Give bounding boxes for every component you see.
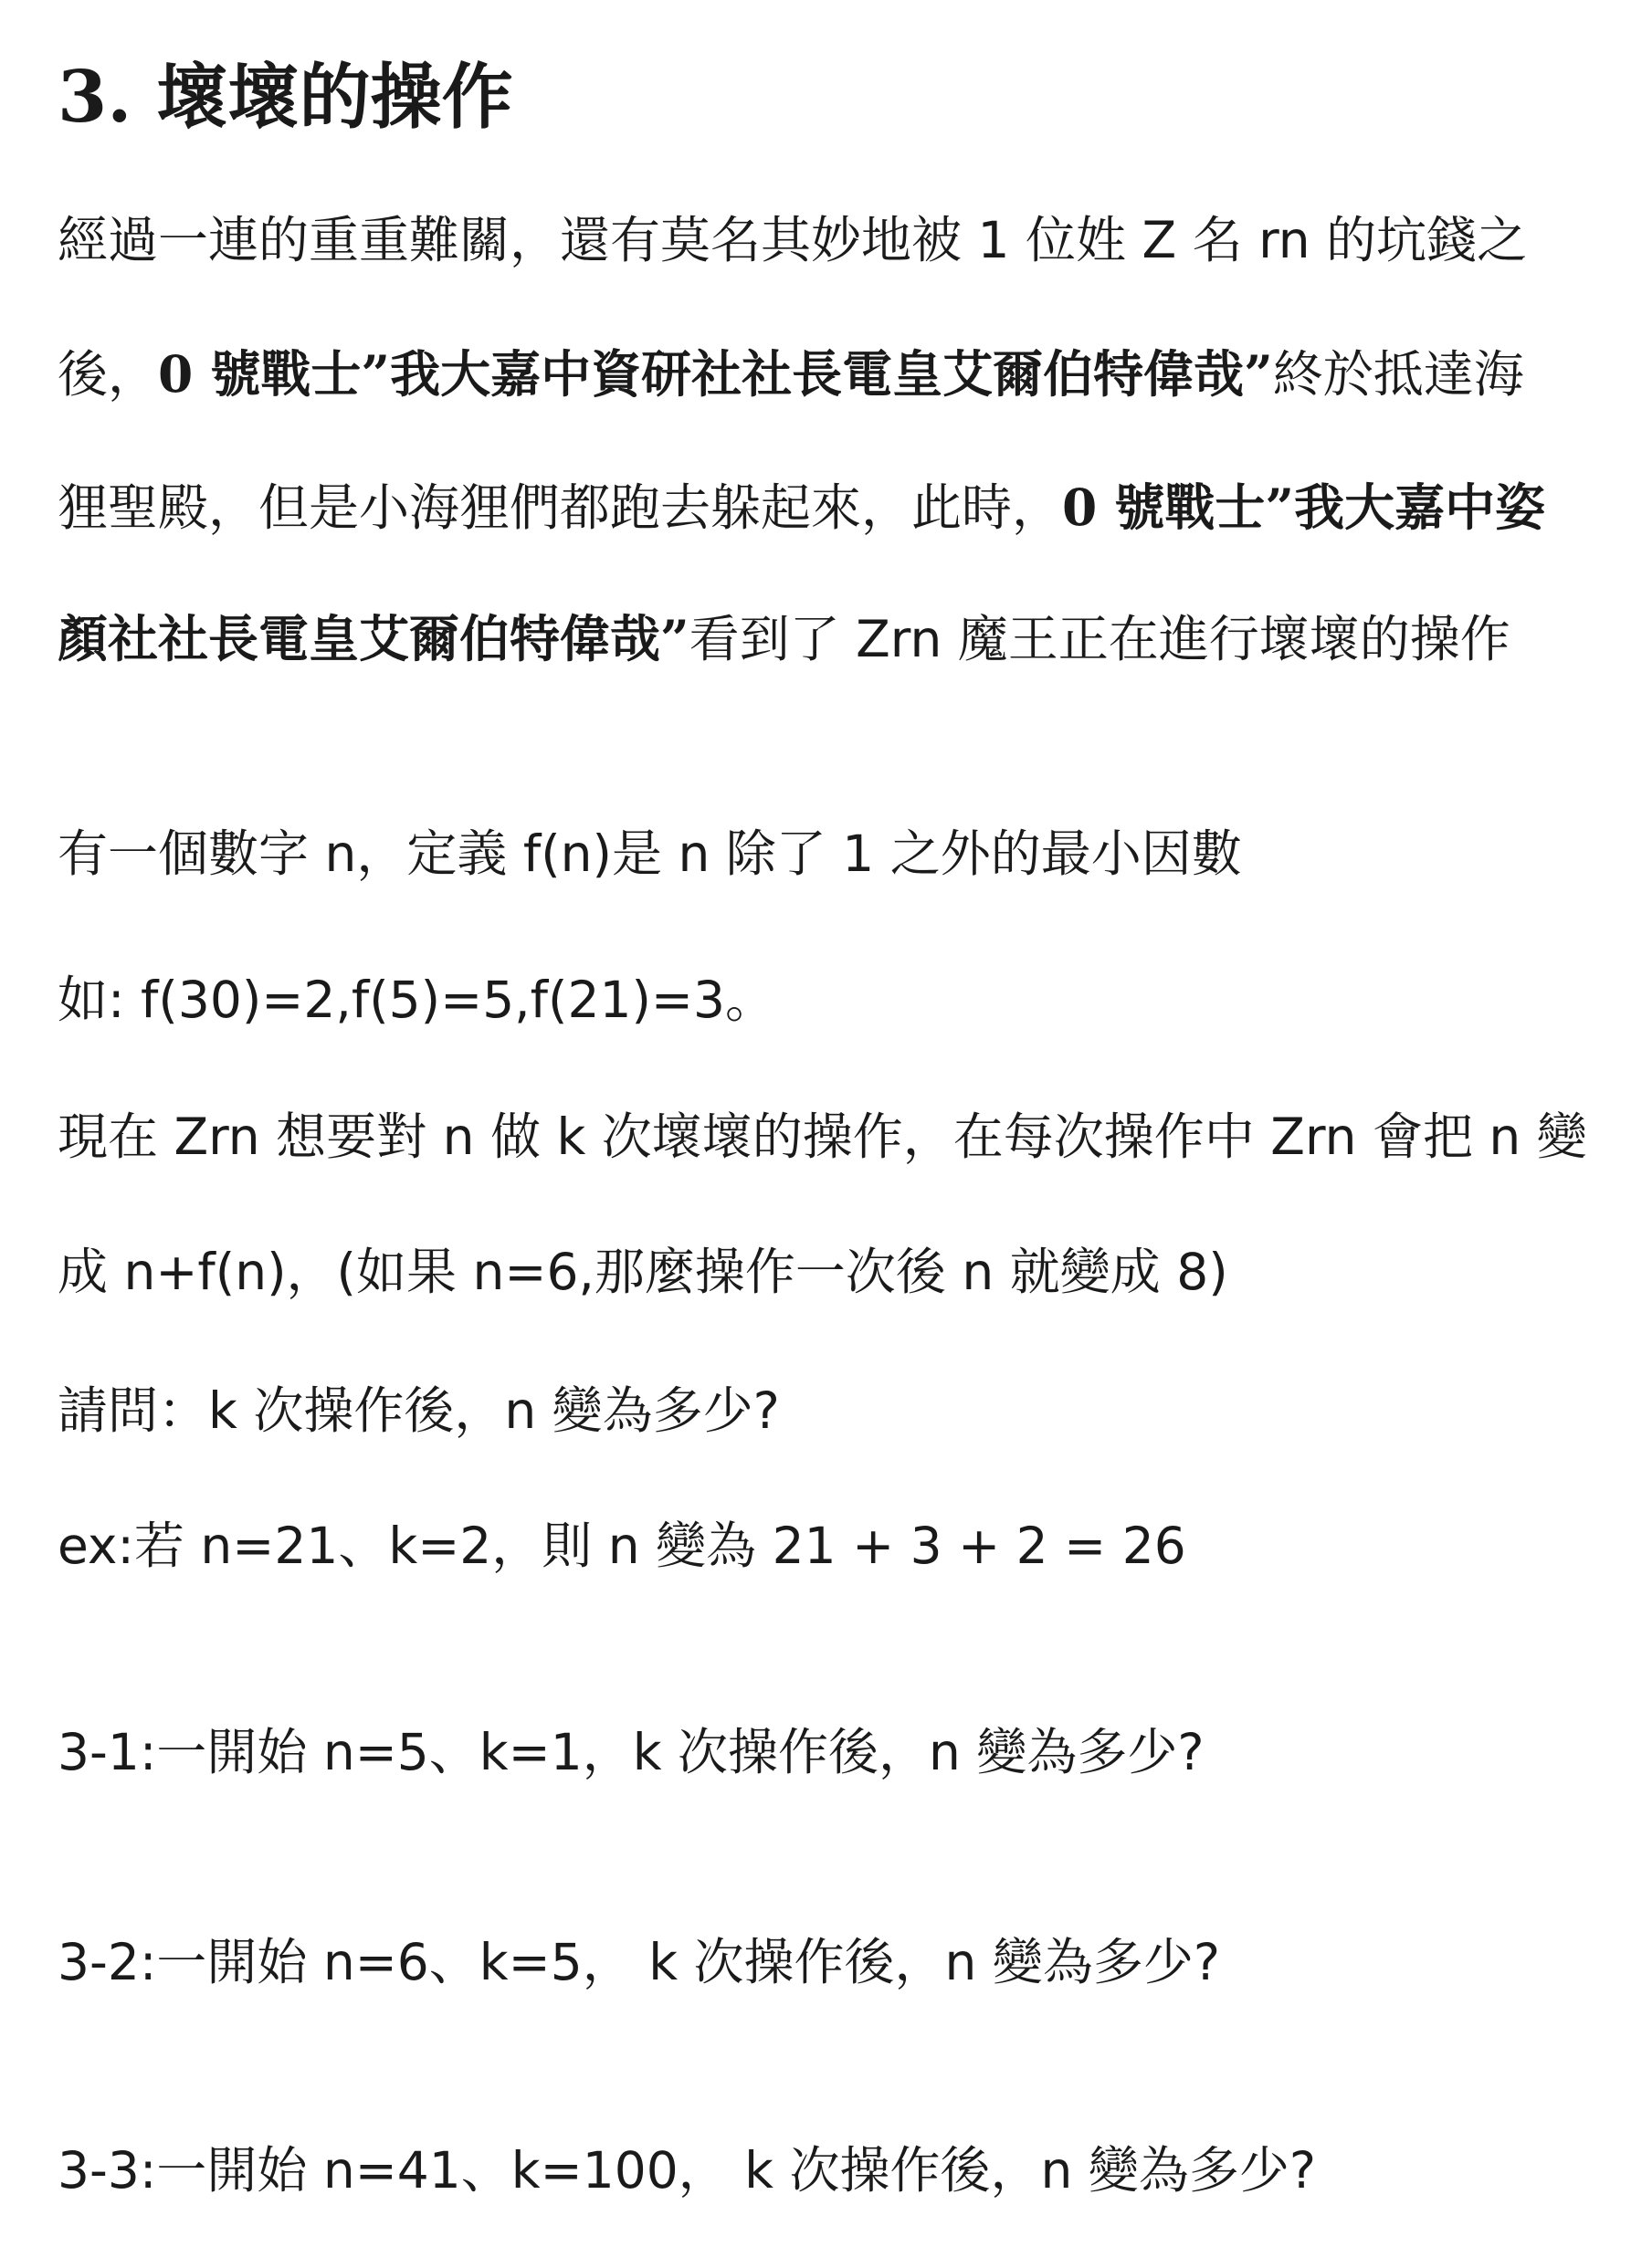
- question-line: 請問：k 次操作後，n 變為多少?: [58, 1381, 780, 1440]
- question-3-1: 3-1:一開始 n=5、k=1，k 次操作後，n 變為多少?: [58, 1723, 1205, 1781]
- story-line-3-pre: 狸聖殿，但是小海狸們都跑去躲起來，此時，: [58, 478, 1063, 537]
- story-line-2-pre: 後，: [58, 345, 159, 404]
- story-line-4: [58, 609, 1510, 668]
- operation-line-2: 成 n+f(n)，(如果 n=6,那麼操作一次後 n 就變成 8): [58, 1243, 1228, 1301]
- story-line-3: [58, 478, 1546, 537]
- definition-line: 有一個數字 n，定義 f(n)是 n 除了 1 之外的最小因數: [58, 824, 1242, 883]
- example-line: 如: f(30)=2,f(5)=5,f(21)=3。: [58, 971, 776, 1029]
- question-3-3: 3-3:一開始 n=41、k=100， k 次操作後，n 變為多少?: [58, 2141, 1317, 2200]
- warrior-name-1: 0 號戰士”我大嘉中資研社社長電皇艾爾伯特偉哉”: [158, 344, 1273, 404]
- warrior-name-2-start: 0 號戰士”我大嘉中姿: [1062, 478, 1546, 537]
- story-line-2: [58, 344, 1524, 404]
- story-line-4-post: 看到了 Zrn 魔王正在進行壞壞的操作: [689, 610, 1510, 668]
- worked-example-line: ex:若 n=21、k=2，則 n 變為 21 + 3 + 2 = 26: [58, 1517, 1186, 1575]
- warrior-name-2-end: 顏社社長電皇艾爾伯特偉哉”: [58, 609, 689, 668]
- page-title: 3. 壞壞的操作: [58, 56, 513, 139]
- question-3-2: 3-2:一開始 n=6、k=5， k 次操作後，n 變為多少?: [58, 1933, 1221, 1991]
- operation-line-1: 現在 Zrn 想要對 n 做 k 次壞壞的操作，在每次操作中 Zrn 會把 n 變: [58, 1108, 1587, 1166]
- story-line-1: 經過一連的重重難關，還有莫名其妙地被 1 位姓 Z 名 rn 的坑錢之: [58, 211, 1528, 269]
- story-line-2-post: 終於抵達海: [1272, 345, 1524, 404]
